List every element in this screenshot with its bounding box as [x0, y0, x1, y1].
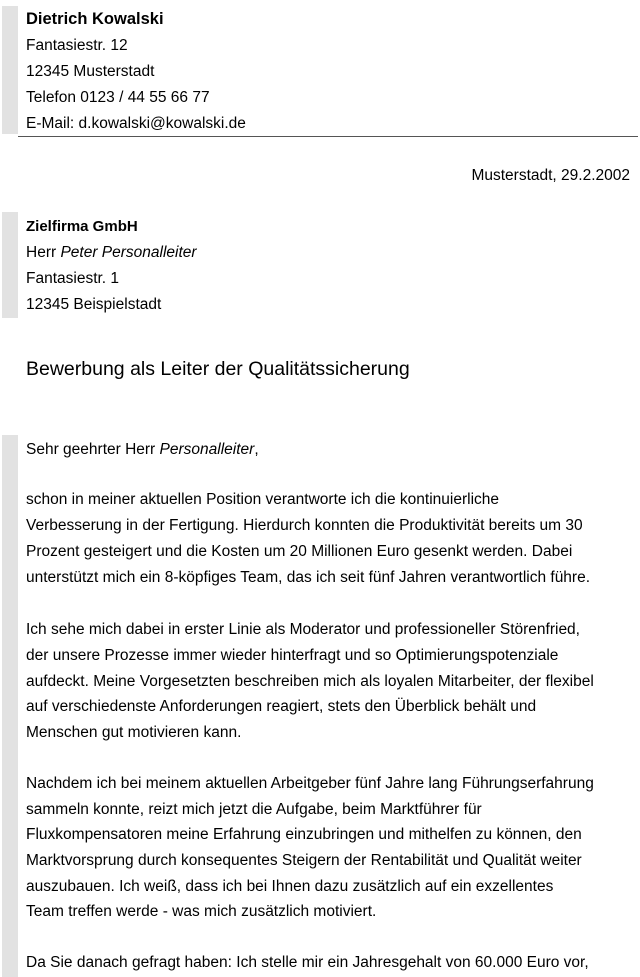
greeting-name: Personalleiter	[159, 441, 255, 458]
paragraph-line: Ich sehe mich dabei in erster Linie als Moderator und professioneller Störenfried,	[26, 621, 580, 638]
sender-street: Fantasiestr. 12	[26, 37, 128, 54]
sender-city: 12345 Musterstadt	[26, 63, 155, 80]
recipient-city: 12345 Beispielstadt	[26, 296, 162, 313]
letter-subject: Bewerbung als Leiter der Qualitätssicherung	[26, 358, 410, 380]
sender-email: E-Mail: d.kowalski@kowalski.de	[26, 115, 246, 132]
paragraph-line: auszubauen. Ich weiß, dass ich bei Ihnen dazu zusätzlich auf ein exzellentes	[26, 878, 554, 895]
sender-name: Dietrich Kowalski	[26, 10, 164, 28]
paragraph-line: unterstützt mich ein 8-köpfiges Team, das ich seit fünf Jahren verantwortlich führe.	[26, 569, 591, 586]
paragraph-line: aufdeckt. Meine Vorgesetzten beschreiben mich als loyalen Mitarbeiter, der flexibel	[26, 673, 594, 690]
paragraph-line: Marktvorsprung durch konsequentes Steigern der Rentabilität und Qualität weiter	[26, 852, 582, 869]
greeting	[26, 440, 259, 460]
recipient-margin-bar	[2, 212, 18, 318]
paragraph-line: sammeln konnte, reizt mich jetzt die Aufgabe, beim Marktführer für	[26, 801, 482, 818]
paragraph-line: Menschen gut motivieren kann.	[26, 724, 242, 741]
recipient-person-line	[26, 243, 197, 263]
greeting-prefix: Sehr geehrter Herr	[26, 441, 156, 458]
recipient-salutation: Herr	[26, 244, 57, 261]
paragraph-line: Prozent gesteigert und die Kosten um 20 Millionen Euro gesenkt werden. Dabei	[26, 543, 573, 560]
paragraph-line: Team treffen werde - was mich zusätzlich motiviert.	[26, 903, 377, 920]
paragraph-line: Fluxkompensatoren meine Erfahrung einzubringen und mithelfen zu können, den	[26, 826, 582, 843]
paragraph-line: schon in meiner aktuellen Position verantworte ich die kontinuierliche	[26, 491, 500, 508]
sender-margin-bar	[2, 6, 18, 134]
paragraph-line: Nachdem ich bei meinem aktuellen Arbeitgeber fünf Jahre lang Führungserfahrung	[26, 775, 594, 792]
paragraph-line: Verbesserung in der Fertigung. Hierdurch konnten die Produktivität bereits um 30	[26, 517, 583, 534]
paragraph-line: auf verschiedenste Anforderungen reagiert, stets den Überblick behält und	[26, 698, 537, 715]
header-divider	[18, 136, 638, 137]
letter-date: Musterstadt, 29.2.2002	[471, 167, 630, 184]
sender-phone: Telefon 0123 / 44 55 66 77	[26, 89, 210, 106]
body-margin-bar	[2, 435, 18, 977]
recipient-street: Fantasiestr. 1	[26, 270, 120, 287]
paragraph-line: Da Sie danach gefragt haben: Ich stelle mir ein Jahresgehalt von 60.000 Euro vor,	[26, 954, 589, 971]
paragraph-line: der unsere Prozesse immer wieder hinterfragt und so Optimierungspotenziale	[26, 647, 559, 664]
recipient-person: Peter Personalleiter	[60, 244, 197, 261]
greeting-suffix: ,	[254, 441, 259, 458]
recipient-company: Zielfirma GmbH	[26, 218, 138, 235]
